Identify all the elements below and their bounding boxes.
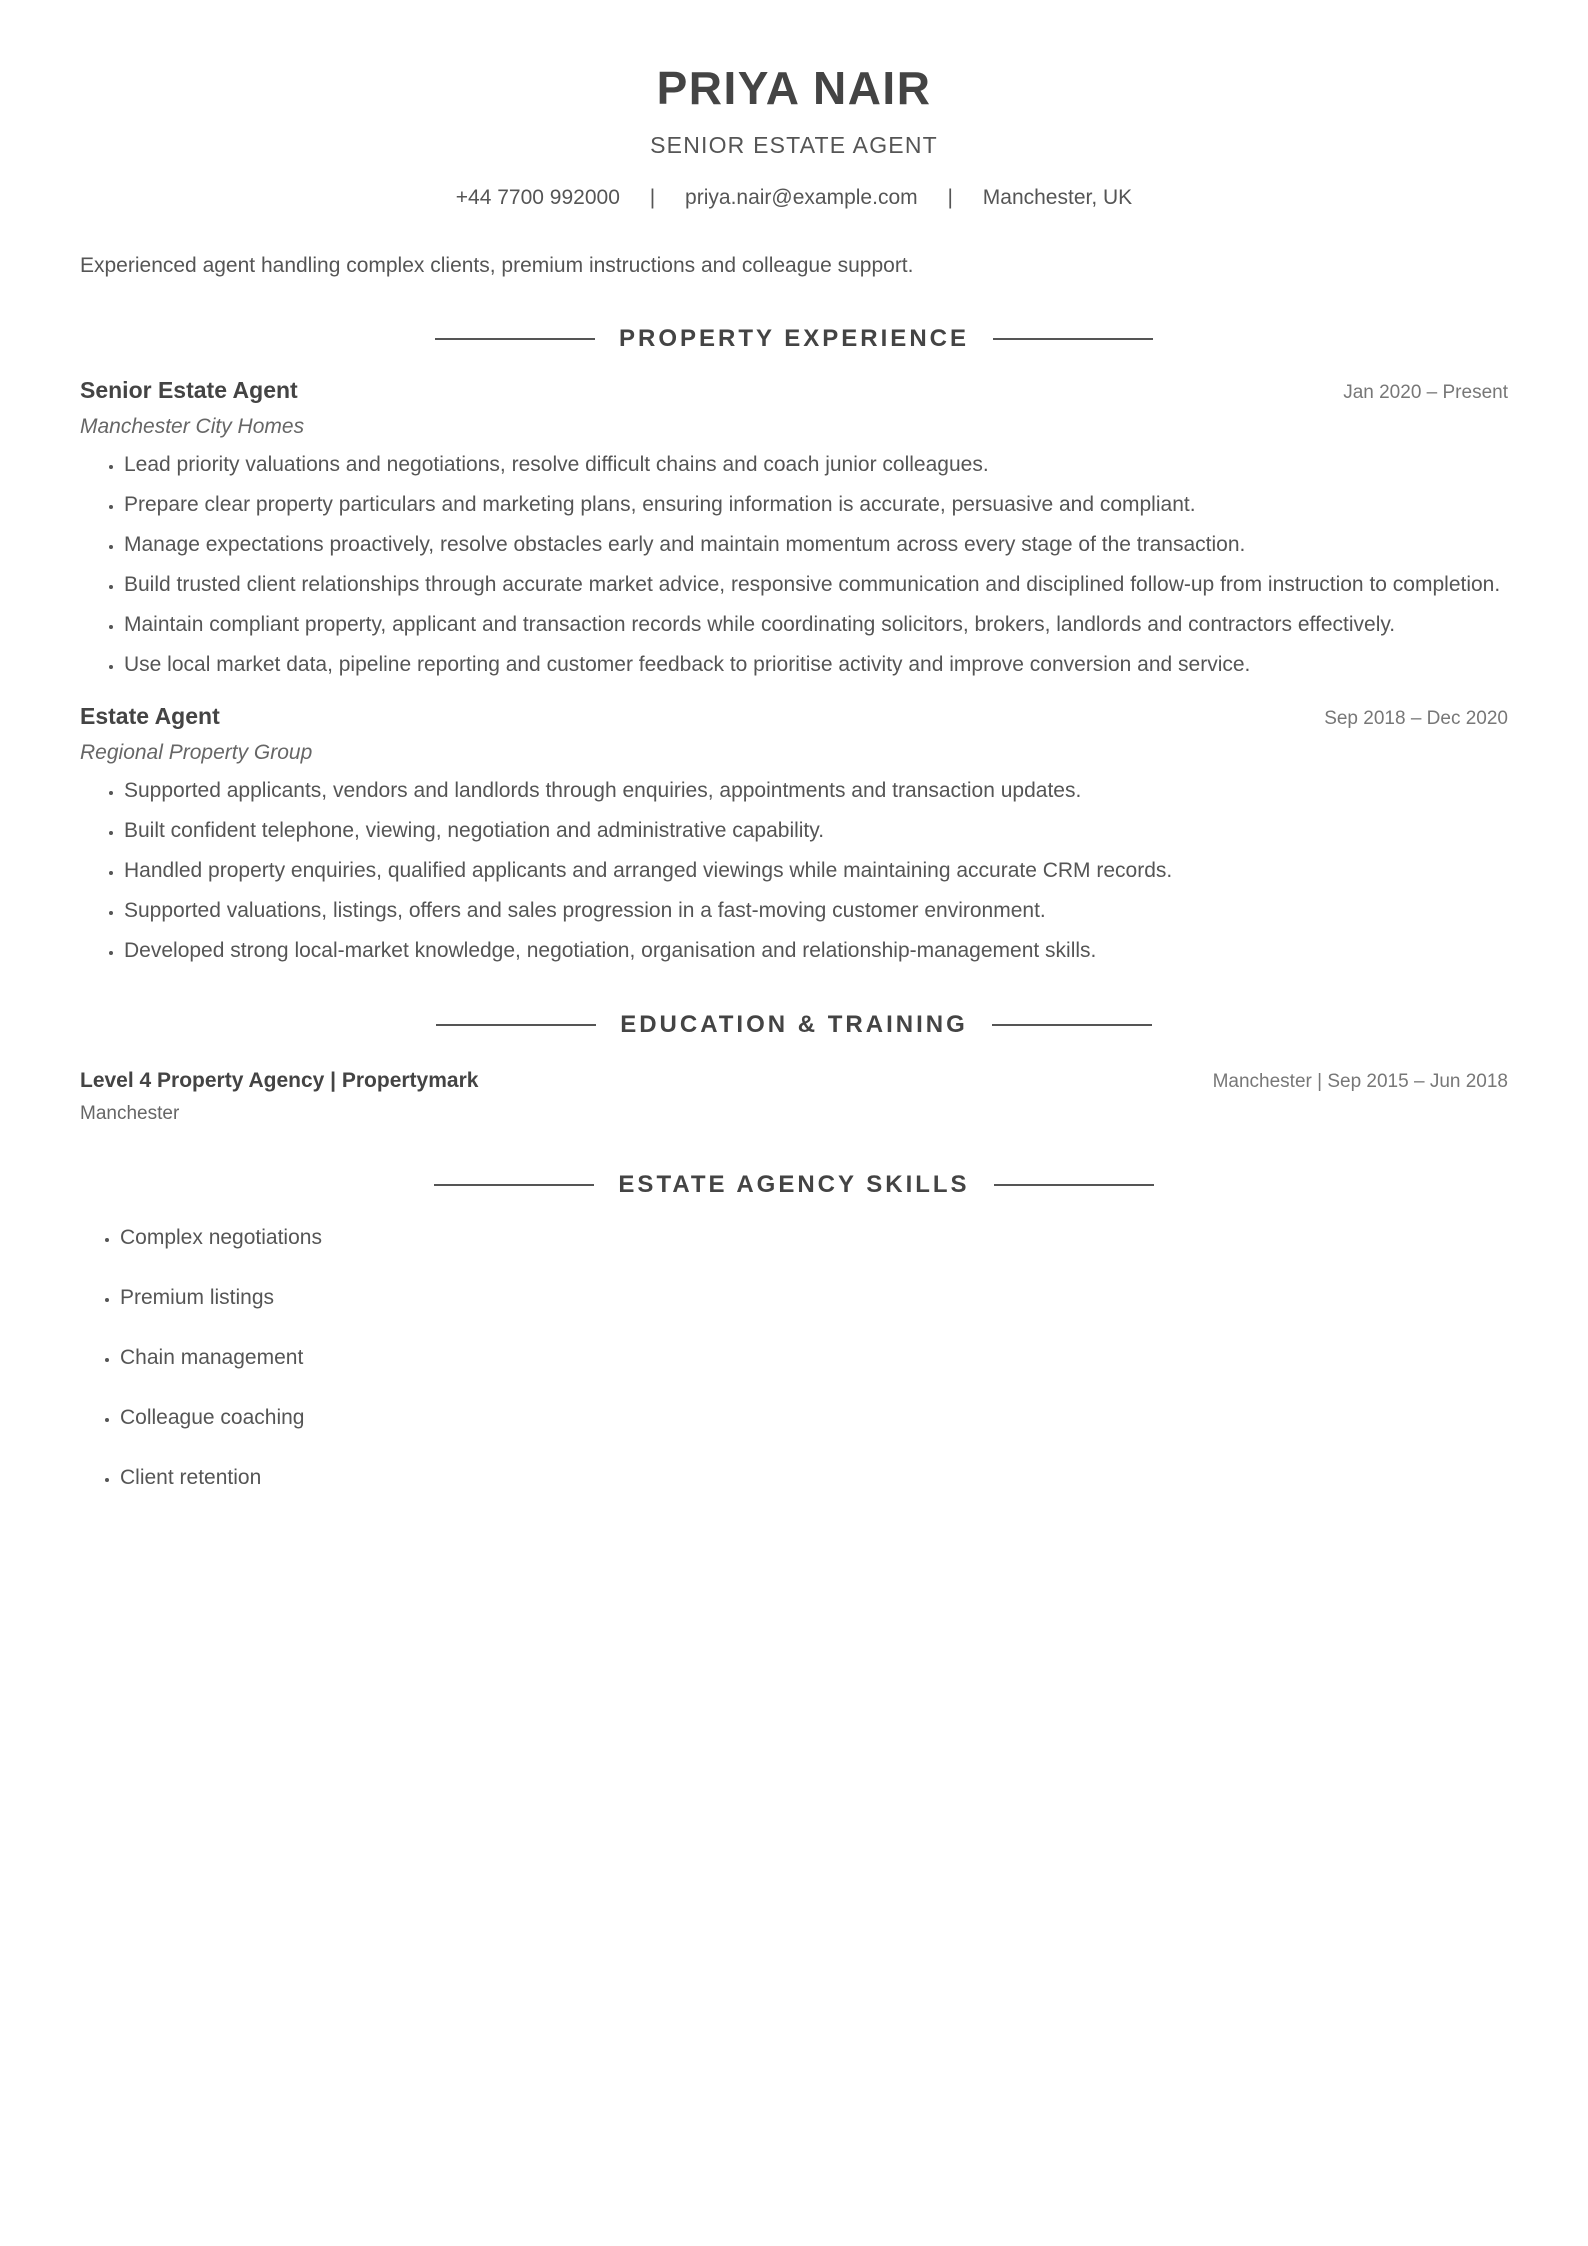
job-company: Regional Property Group — [80, 741, 313, 764]
job-bullet: • Prepare clear property particulars and marketing plans, ensuring information is accurate, persuasive and compliant. — [124, 489, 1508, 521]
education-section-header — [80, 1009, 1508, 1041]
skill-item: • Complex negotiations — [120, 1223, 1508, 1253]
job-title: Senior Estate Agent — [80, 377, 298, 403]
job-bullet: • Supported applicants, vendors and landlords through enquiries, appointments and transaction updates. — [124, 775, 1508, 807]
job-bullet: • Handled property enquiries, qualified applicants and arranged viewings while maintaining accurate CRM records. — [124, 855, 1508, 887]
skill-item: • Chain management — [120, 1343, 1508, 1373]
education-title: Level 4 Property Agency | Propertymark — [80, 1069, 479, 1092]
section-title: ESTATE AGENCY SKILLS — [618, 1171, 970, 1198]
job-bullet: • Manage expectations proactively, resolve obstacles early and maintain momentum across every stage of the transaction. — [124, 529, 1508, 561]
skill-item: • Premium listings — [120, 1283, 1508, 1313]
education-entry — [80, 1067, 1508, 1127]
job-title: Estate Agent — [80, 703, 220, 729]
job-bullets — [80, 449, 1508, 681]
contact-separator: | — [947, 186, 953, 209]
job-header — [80, 375, 1508, 406]
skills-list — [80, 1223, 1508, 1493]
job-bullet: • Supported valuations, listings, offers and sales progression in a fast-moving customer environment. — [124, 895, 1508, 927]
job-bullet: • Built confident telephone, viewing, negotiation and administrative capability. — [124, 815, 1508, 847]
section-divider-right — [994, 1184, 1154, 1186]
job-dates: Sep 2018 – Dec 2020 — [1324, 708, 1508, 729]
education-location: Manchester — [80, 1103, 180, 1124]
job-bullet: • Maintain compliant property, applicant and transaction records while coordinating solicitors, brokers, landlords and contractors effectively. — [124, 609, 1508, 641]
job-dates: Jan 2020 – Present — [1343, 382, 1508, 403]
contact-phone: +44 7700 992000 — [455, 186, 620, 209]
job-bullet: • Use local market data, pipeline reporting and customer feedback to prioritise activity and improve conversion and service. — [124, 649, 1508, 681]
contact-separator: | — [649, 186, 656, 209]
job-bullet: • Developed strong local-market knowledge, negotiation, organisation and relationship-management skills. — [124, 935, 1508, 967]
section-divider-left — [435, 338, 595, 340]
skills-section-header — [80, 1169, 1508, 1201]
skill-item: • Client retention — [120, 1463, 1508, 1493]
section-divider-left — [434, 1184, 594, 1186]
section-title: PROPERTY EXPERIENCE — [619, 325, 969, 352]
education-meta: Manchester | Sep 2015 – Jun 2018 — [1212, 1071, 1508, 1092]
candidate-name: PRIYA NAIR — [656, 62, 932, 114]
job-bullet: • Lead priority valuations and negotiations, resolve difficult chains and coach junior colleagues. — [124, 449, 1508, 481]
contact-location: Manchester, UK — [982, 186, 1133, 209]
job-entry — [80, 701, 1508, 967]
contact-line — [80, 184, 1508, 212]
job-company: Manchester City Homes — [80, 415, 305, 438]
job-bullet: • Build trusted client relationships through accurate market advice, responsive communication and disciplined follow-up from instruction to completion. — [124, 569, 1508, 601]
job-header — [80, 701, 1508, 732]
job-bullets — [80, 775, 1508, 967]
skill-item: • Colleague coaching — [120, 1403, 1508, 1433]
experience-section-header — [80, 323, 1508, 355]
profile-summary: Experienced agent handling complex clients, premium instructions and colleague support. — [80, 254, 914, 277]
section-title: EDUCATION & TRAINING — [620, 1011, 968, 1038]
job-entry — [80, 375, 1508, 681]
section-divider-right — [993, 338, 1153, 340]
candidate-headline: SENIOR ESTATE AGENT — [650, 132, 938, 158]
education-header — [80, 1067, 1508, 1095]
section-divider-left — [436, 1024, 596, 1026]
contact-email: priya.nair@example.com — [685, 186, 918, 209]
section-divider-right — [992, 1024, 1152, 1026]
